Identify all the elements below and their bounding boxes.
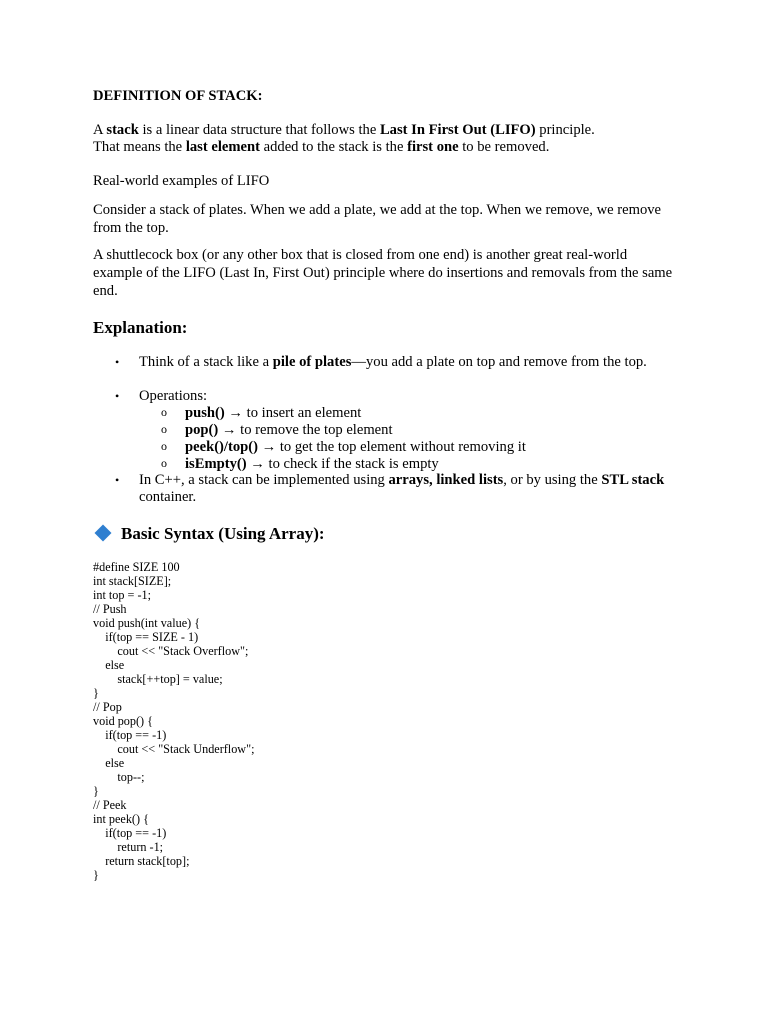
definition-line-2	[93, 139, 549, 156]
text-run: principle.	[535, 122, 595, 138]
text-run: to be removed.	[458, 139, 550, 155]
text-run: container.	[139, 489, 197, 505]
examples-title: Real-world examples of LIFO	[93, 173, 270, 189]
text-run: , or by using the	[503, 472, 602, 488]
definition-line-1	[93, 122, 595, 139]
op-desc: → to get the top element without removing it	[257, 439, 526, 455]
explanation-heading: Explanation:	[93, 318, 188, 337]
bold-term-stack: stack	[106, 122, 139, 138]
code-block: #define SIZE 100 int stack[SIZE]; int top = -1; // Push void push(int value) { if(top == SIZE - 1) cout << "Stack Overflow"; else stack[++top] = value; } // Pop void pop() { if(top == -1) cout << "Stack Underflow"; else top--; } // Peek int peek() { if(top == -1) return -1; return stack[top]; }	[93, 560, 255, 882]
text-run: A	[93, 122, 107, 138]
bold-term-lifo: Last In First Out (LIFO)	[379, 122, 536, 138]
op-desc: → to insert an element	[224, 405, 362, 421]
sub-bullet-marker: o	[161, 439, 167, 453]
bullet-marker: •	[115, 473, 120, 487]
text-run: That means the	[93, 139, 186, 155]
op-desc: → to remove the top element	[218, 422, 393, 438]
syntax-heading: Basic Syntax (Using Array):	[121, 524, 325, 543]
sub-bullet-marker: o	[161, 405, 167, 419]
bold-term-stl-stack: STL stack	[601, 472, 665, 488]
operation-push	[185, 405, 361, 422]
bold-term-pile-of-plates: pile of plates	[272, 354, 352, 370]
text-run: In C++, a stack can be implemented using	[139, 472, 389, 488]
op-name: isEmpty()	[185, 456, 247, 472]
op-desc: → to check if the stack is empty	[246, 456, 439, 472]
op-name: push()	[185, 405, 225, 421]
page-title: DEFINITION OF STACK:	[93, 88, 263, 104]
bullet-operations: Operations:	[139, 388, 208, 404]
bullet-cpp	[139, 472, 669, 506]
sub-bullet-marker: o	[161, 456, 167, 470]
bold-term-first-one: first one	[407, 139, 459, 155]
operation-isempty	[185, 456, 439, 473]
operation-peek	[185, 439, 526, 456]
op-name: pop()	[185, 422, 219, 438]
bullet-marker: •	[115, 355, 120, 369]
paragraph-shuttlecock: A shuttlecock box (or any other box that is closed from one end) is another great real-world example of the LIFO (Last In, First Out) principle where do insertions and removals from the same end.	[93, 247, 673, 299]
text-run: added to the stack is the	[259, 139, 408, 155]
bullet-marker: •	[115, 389, 120, 403]
text-run: is a linear data structure that follows the	[138, 122, 380, 138]
bullet-plates	[139, 354, 679, 371]
diamond-icon	[95, 525, 112, 542]
paragraph-plates: Consider a stack of plates. When we add a plate, we add at the top. When we remove, we remove from the top.	[93, 202, 662, 236]
op-name: peek()/top()	[185, 439, 258, 455]
text-run: Think of a stack like a	[139, 354, 273, 370]
bold-term-arrays: arrays, linked lists	[388, 472, 504, 488]
operation-pop	[185, 422, 393, 439]
bold-term-last-element: last element	[185, 139, 260, 155]
sub-bullet-marker: o	[161, 422, 167, 436]
text-run: —you add a plate on top and remove from the top.	[351, 354, 647, 370]
